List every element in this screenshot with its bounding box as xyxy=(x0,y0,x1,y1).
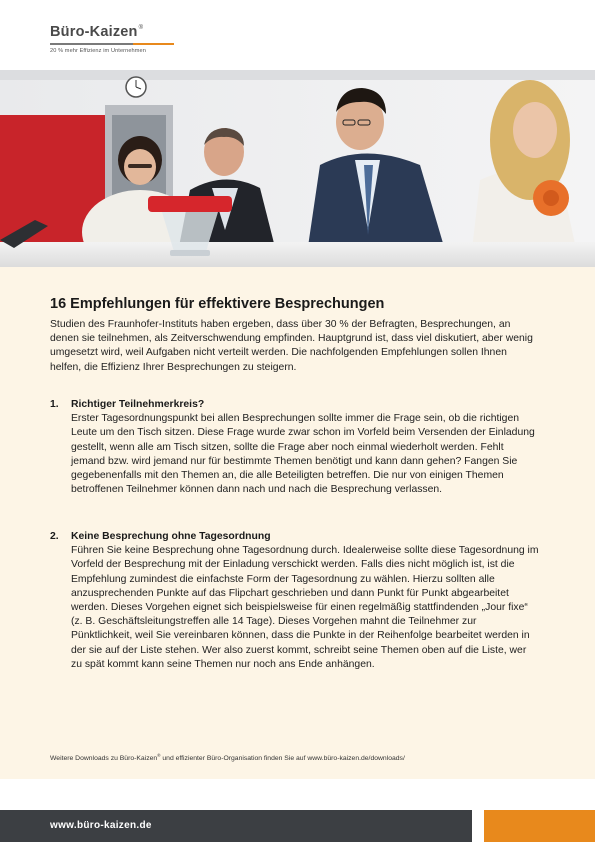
recommendation-title: Richtiger Teilnehmerkreis? xyxy=(71,399,205,410)
recommendation-body: Führen Sie keine Besprechung ohne Tagesordnung durch. Idealerweise sollte diese Tagesordnung im Vorfeld der Besprechung mit der Einladung verschickt werden. Falls dies nicht möglich ist, ist die Empfehlung zumindest die einfachste Form der Tagesordnung zu wählen. Hierzu sollten alle anzusprechenden Punkte auf das Flipchart geschrieben und dann Punkt für Punkt abgearbeitet werden. Dieses Vorgehen eignet sich beispielsweise für einen regelmäßig stattfindenden „Jour fixe“ (z. B. Geschäftsleitungstreffen alle 14 Tage). Dieses Vorgehen mahnt die Teilnehmer zur Pünktlichkeit, weil Sie vereinbaren können, dass die Punkte in der Reihenfolge bearbeitet werden in der sie auf der Liste stehen. Wer also zuerst kommt, schreibt seine Themen oben auf die Liste, wer zu spät kommt kann seine Themen nur noch ans Ende anhängen. xyxy=(71,545,539,670)
recommendation-body: Erster Tagesordnungspunkt bei allen Besprechungen sollte immer die Frage sein, ob die richtigen Leute um den Tisch sitzen. Diese Frage wurde zwar schon im Vorfeld beim Versenden der Einladung gestellt, wenn alle am Tisch sitzen, sollte die Frage aber noch einmal wiederholt werden. Fehlt jemand bzw. wird jemand nur für bestimmte Themen benötigt und kann dann gehen? Fangen Sie gegebenenfalls mit den Themen an, die alle Beteiligten betreffen. Die nur von einigen Themen betroffenen Teilnehmer können dann nach und nach die Besprechung verlassen. xyxy=(71,413,535,496)
article-intro: Studien des Fraunhofer-Instituts haben ergeben, dass über 30 % der Befragten, Besprechungen, an denen sie teilnehmen, als Zeitverschwendung empfinden. Hauptgrund ist, dass viel diskutiert, aber wenig umgesetzt wird, weil Aufgaben nicht verteilt werden. Die nachfolgenden Empfehlungen sollen Ihnen helfen, die Effizienz Ihrer Besprechungen zu steigern. xyxy=(50,319,533,373)
downloads-registered-mark: ® xyxy=(157,753,161,758)
article-title: 16 Empfehlungen für effektivere Besprechungen xyxy=(50,296,385,312)
logo-wordmark xyxy=(50,20,180,40)
recommendation-heading xyxy=(50,398,540,412)
hero-photo xyxy=(0,70,595,267)
recommendation-item xyxy=(50,398,540,497)
logo-registered-mark: ® xyxy=(138,25,144,31)
recommendation-title: Keine Besprechung ohne Tagesordnung xyxy=(71,531,271,542)
recommendation-number: 1. xyxy=(50,399,59,410)
recommendation-number: 2. xyxy=(50,531,59,542)
logo-name-text: Büro-Kaizen xyxy=(50,24,138,40)
downloads-note xyxy=(50,753,405,762)
meeting-photo-illustration xyxy=(0,70,595,267)
footer-accent-block xyxy=(484,810,595,842)
recommendation-item xyxy=(50,530,540,672)
downloads-note-end: und effizienter Büro-Organisation finden Sie auf www.büro-kaizen.de/downloads/ xyxy=(160,755,405,762)
footer-website-link[interactable]: www.büro-kaizen.de xyxy=(50,820,152,831)
footer-bar xyxy=(0,810,472,842)
recommendation-heading xyxy=(50,530,540,544)
logo-tagline: 20 % mehr Effizienz im Unternehmen xyxy=(50,48,146,54)
downloads-note-start: Weitere Downloads zu Büro-Kaizen xyxy=(50,755,158,762)
brand-logo xyxy=(50,20,180,54)
logo-underline xyxy=(50,43,174,45)
